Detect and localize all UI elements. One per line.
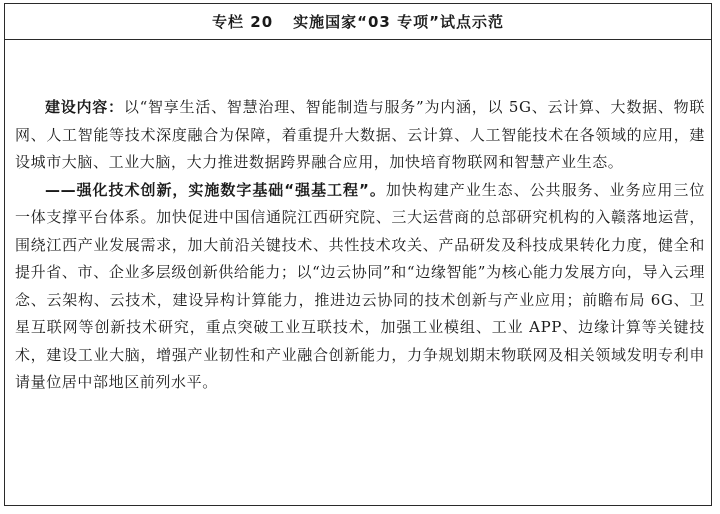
paragraph-text: 加快构建产业生态、公共服务、业务应用三位一体支撑平台体系。加快促进中国信通院江西研究院、三大运营商的总部研究机构的入赣落地运营，围绕江西产业发展需求，加大前沿关键技术、共性技术攻关、产品研发及科技成果转化力度，健全和提升省、市、企业多层级创新供给能力；以“边云协同”和“边缘智能”为核心能力发展方向，导入云理念、云架构、云技术，建设异构计算能力，推进边云协同的技术创新与产业应用；前瞻布局 6G、卫星互联网等创新技术研究，重点突破工业互联技术，加强工业模组、工业 APP、边缘计算等关键技术，建设工业大脑，增强产业韧性和产业融合创新能力，力争规划期末物联网及相关领域发明专利申请量位居中部地区前列水平。 xyxy=(15,180,705,391)
feature-box xyxy=(4,3,712,506)
box-title-bar xyxy=(5,4,711,40)
box-content xyxy=(15,94,705,397)
paragraph-tech-innovation xyxy=(15,177,705,397)
box-title: 实施国家“03 专项”试点示范 xyxy=(293,13,504,31)
paragraph-construction-content xyxy=(15,94,705,177)
paragraph-lead: 建设内容： xyxy=(45,98,124,116)
column-label: 专栏 20 xyxy=(212,13,274,31)
paragraph-text: 以“智享生活、智慧治理、智能制造与服务”为内涵，以 5G、云计算、大数据、物联网、人工智能等技术深度融合为保障，着重提升大数据、云计算、人工智能技术在各领域的应用，建设城市大脑、工业大脑，大力推进数据跨界融合应用，加快培育物联网和智慧产业生态。 xyxy=(15,98,705,171)
paragraph-lead: ——强化技术创新，实施数字基础“强基工程”。 xyxy=(45,180,386,199)
